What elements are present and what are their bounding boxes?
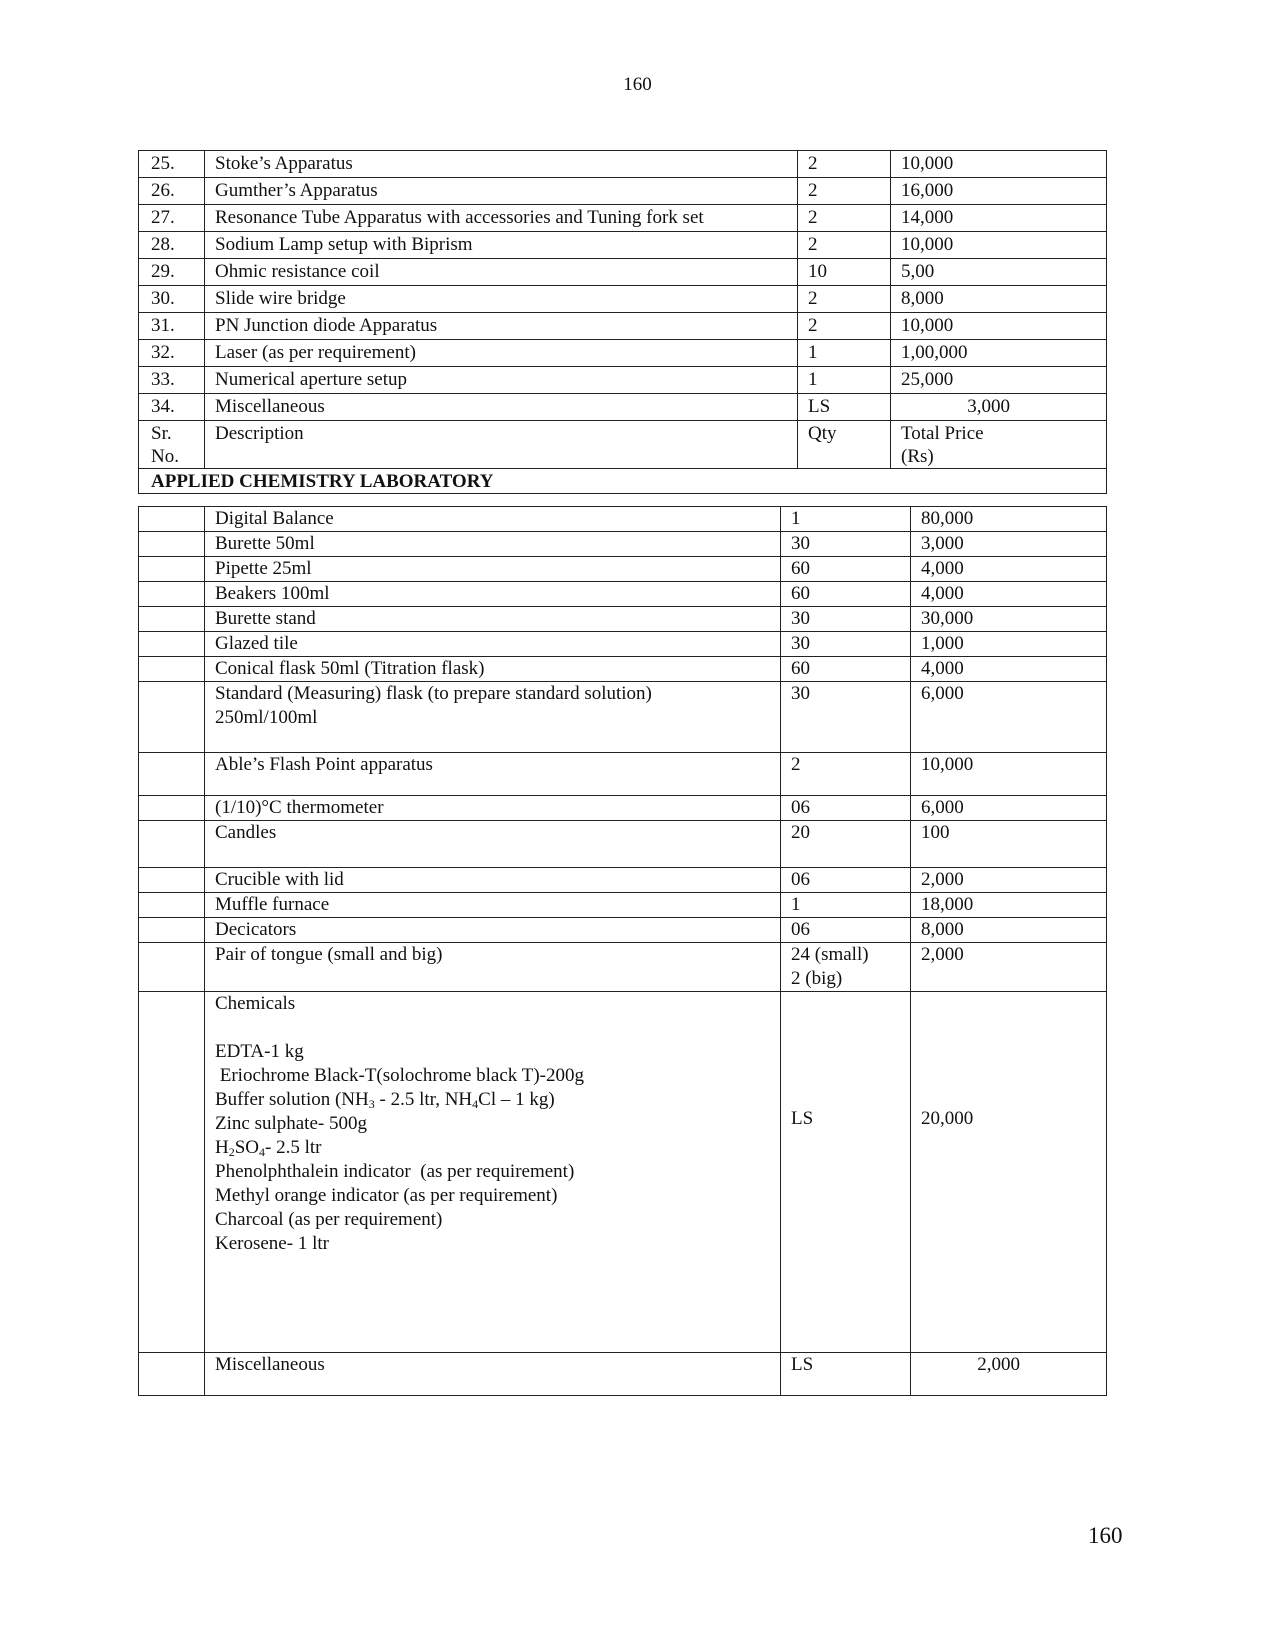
table-row: [139, 205, 1107, 232]
item-description: [205, 943, 781, 992]
serial-number: [139, 918, 205, 943]
item-quantity-text: 60: [791, 658, 810, 679]
physics-equipment-table: [138, 150, 1107, 494]
serial-number: 30.: [139, 286, 205, 313]
table-row: [139, 557, 1107, 582]
item-quantity: LS: [798, 394, 891, 421]
serial-number: [139, 796, 205, 821]
item-description: PN Junction diode Apparatus: [205, 313, 798, 340]
item-quantity: 2: [798, 178, 891, 205]
subscript: 4: [472, 1097, 479, 1111]
item-price: 10,000: [891, 232, 1107, 259]
table-row: [139, 532, 1107, 557]
serial-number: 27.: [139, 205, 205, 232]
item-description-text: Conical flask 50ml (Titration flask): [215, 658, 485, 679]
item-description-text: Pair of tongue (small and big): [215, 944, 443, 965]
serial-number: [139, 657, 205, 682]
item-description-text: Standard (Measuring) flask (to prepare standard solution): [215, 683, 652, 704]
table-row: [139, 151, 1107, 178]
item-description-text: Glazed tile: [215, 633, 298, 654]
item-quantity-text: 60: [791, 583, 810, 604]
item-description: Gumther’s Apparatus: [205, 178, 798, 205]
table-header-row: [139, 421, 1107, 469]
item-description-text: (1/10)°C thermometer: [215, 797, 384, 818]
chemicals-row: [139, 992, 1107, 1353]
table-row: [139, 868, 1107, 893]
serial-number: 32.: [139, 340, 205, 367]
item-quantity-text: 60: [791, 558, 810, 579]
item-price: 18,000: [911, 893, 1107, 918]
item-description-text: Burette 50ml: [215, 533, 315, 554]
item-price: 10,000: [911, 753, 1107, 796]
serial-number: [139, 532, 205, 557]
chemical-item: Zinc sulphate- 500g: [215, 1113, 367, 1134]
item-quantity: [781, 943, 911, 992]
table-row: [139, 394, 1107, 421]
serial-number: [139, 1353, 205, 1396]
item-quantity-text: 1: [791, 508, 801, 529]
table-row: [139, 657, 1107, 682]
item-quantity-text: 2 (big): [791, 968, 843, 989]
item-price: 80,000: [911, 507, 1107, 532]
table-row: [139, 582, 1107, 607]
item-price: 8,000: [911, 918, 1107, 943]
serial-number: [139, 992, 205, 1353]
chemical-item: [215, 1136, 774, 1160]
item-description: [205, 632, 781, 657]
item-price: 4,000: [911, 657, 1107, 682]
text: - 2.5 ltr: [265, 1137, 322, 1158]
serial-number: [139, 943, 205, 992]
serial-number: [139, 682, 205, 753]
item-price: 25,000: [891, 367, 1107, 394]
item-description-text: 250ml/100ml: [215, 707, 318, 728]
item-quantity: [781, 582, 911, 607]
table-row: [139, 313, 1107, 340]
table-row: [139, 286, 1107, 313]
text: - 2.5 ltr, NH: [374, 1089, 473, 1110]
item-description: [205, 582, 781, 607]
item-quantity: [781, 796, 911, 821]
item-price: 5,00: [891, 259, 1107, 286]
item-quantity-text: 30: [791, 633, 810, 654]
item-quantity: 2: [798, 286, 891, 313]
item-quantity-text: 30: [791, 683, 810, 704]
table-row: [139, 607, 1107, 632]
item-price: 2,000: [911, 943, 1107, 992]
header-qty: Qty: [798, 421, 891, 469]
subscript: 3: [368, 1097, 375, 1111]
table-row: [139, 753, 1107, 796]
item-price: 1,00,000: [891, 340, 1107, 367]
chemical-item: Phenolphthalein indicator (as per requirement): [215, 1161, 575, 1182]
item-price: 2,000: [911, 868, 1107, 893]
item-price: 16,000: [891, 178, 1107, 205]
item-description: Numerical aperture setup: [205, 367, 798, 394]
chemistry-equipment-table: [138, 506, 1107, 1396]
item-quantity: 2: [798, 205, 891, 232]
serial-number: [139, 893, 205, 918]
item-price: 6,000: [911, 682, 1107, 753]
item-quantity: 2: [798, 232, 891, 259]
item-description-text: Crucible with lid: [215, 869, 344, 890]
serial-number: [139, 607, 205, 632]
item-description-text: Able’s Flash Point apparatus: [215, 754, 433, 775]
item-price: 30,000: [911, 607, 1107, 632]
chemical-item: Eriochrome Black-T(solochrome black T)-200g: [215, 1065, 584, 1086]
table-row: [139, 682, 1107, 753]
item-description: [205, 557, 781, 582]
item-quantity-text: 06: [791, 797, 810, 818]
item-description: Ohmic resistance coil: [205, 259, 798, 286]
item-description-text: Burette stand: [215, 608, 316, 629]
item-price: 100: [911, 821, 1107, 868]
item-quantity-text: 06: [791, 919, 810, 940]
table-row: [139, 821, 1107, 868]
chemical-item: Charcoal (as per requirement): [215, 1209, 443, 1230]
item-quantity: [781, 532, 911, 557]
item-price: 14,000: [891, 205, 1107, 232]
serial-number: [139, 821, 205, 868]
table-row: [139, 918, 1107, 943]
item-quantity: [781, 682, 911, 753]
chemical-item: EDTA-1 kg: [215, 1041, 304, 1062]
item-quantity-text: 30: [791, 533, 810, 554]
table-row: [139, 507, 1107, 532]
header-sr-no: Sr. No.: [139, 421, 205, 469]
page-number-bottom: 160: [1088, 1523, 1123, 1548]
item-description: Resonance Tube Apparatus with accessories and Tuning fork set: [205, 205, 798, 232]
item-quantity: [781, 893, 911, 918]
header-description: Description: [205, 421, 798, 469]
item-quantity: [781, 657, 911, 682]
serial-number: 28.: [139, 232, 205, 259]
serial-number: 25.: [139, 151, 205, 178]
item-description: Stoke’s Apparatus: [205, 151, 798, 178]
item-description: [205, 821, 781, 868]
chemicals-list: [205, 992, 781, 1353]
item-description: [205, 893, 781, 918]
serial-number: 33.: [139, 367, 205, 394]
serial-number: 26.: [139, 178, 205, 205]
item-price: 4,000: [911, 557, 1107, 582]
table-row: [139, 796, 1107, 821]
item-quantity-text: 2: [791, 754, 801, 775]
section-title-row: [139, 469, 1107, 494]
serial-number: [139, 507, 205, 532]
subscript: 2: [228, 1145, 235, 1159]
item-price: 8,000: [891, 286, 1107, 313]
table-row: [139, 340, 1107, 367]
item-description: Miscellaneous: [205, 1353, 781, 1396]
serial-number: 34.: [139, 394, 205, 421]
item-quantity-text: 30: [791, 608, 810, 629]
item-description-text: Digital Balance: [215, 508, 334, 529]
item-quantity: 1: [798, 367, 891, 394]
item-quantity: [781, 821, 911, 868]
item-description: Miscellaneous: [205, 394, 798, 421]
chemical-item: Kerosene- 1 ltr: [215, 1233, 329, 1254]
table-row: [139, 367, 1107, 394]
serial-number: 29.: [139, 259, 205, 286]
chemicals-title: Chemicals: [215, 993, 296, 1014]
subscript: 4: [259, 1145, 266, 1159]
page-number-top: 160: [623, 74, 652, 95]
item-description-text: Muffle furnace: [215, 894, 330, 915]
text: SO: [234, 1137, 260, 1158]
table-row: [139, 632, 1107, 657]
chemical-item: Methyl orange indicator (as per requirement): [215, 1185, 558, 1206]
item-price: 3,000: [891, 394, 1107, 421]
text: Cl – 1 kg): [478, 1089, 555, 1110]
item-quantity: 2: [798, 151, 891, 178]
chemicals-quantity: LS: [781, 992, 911, 1353]
item-quantity: LS: [781, 1353, 911, 1396]
item-quantity: [781, 632, 911, 657]
item-description: Laser (as per requirement): [205, 340, 798, 367]
text: Buffer solution (NH: [215, 1089, 369, 1110]
serial-number: [139, 632, 205, 657]
serial-number: [139, 582, 205, 607]
item-price: 2,000: [911, 1353, 1107, 1396]
table-row: [139, 259, 1107, 286]
item-description-text: Decicators: [215, 919, 297, 940]
table-row: [139, 943, 1107, 992]
chemicals-price: 20,000: [911, 992, 1107, 1353]
item-quantity: [781, 753, 911, 796]
item-quantity: [781, 607, 911, 632]
item-description: [205, 657, 781, 682]
item-description: [205, 532, 781, 557]
chemical-item: [215, 1088, 774, 1112]
section-title: APPLIED CHEMISTRY LABORATORY: [139, 469, 1107, 494]
item-quantity-text: 20: [791, 822, 810, 843]
header-total-price: Total Price (Rs): [891, 421, 1107, 469]
table-row: [139, 178, 1107, 205]
serial-number: [139, 557, 205, 582]
item-quantity: 2: [798, 313, 891, 340]
item-price: 3,000: [911, 532, 1107, 557]
item-description-text: Pipette 25ml: [215, 558, 312, 579]
item-description: [205, 753, 781, 796]
item-quantity: [781, 557, 911, 582]
item-quantity-text: 1: [791, 894, 801, 915]
item-quantity-text: 06: [791, 869, 810, 890]
item-quantity: 1: [798, 340, 891, 367]
item-description-text: Candles: [215, 822, 277, 843]
item-description: [205, 868, 781, 893]
item-price: 6,000: [911, 796, 1107, 821]
item-price: 4,000: [911, 582, 1107, 607]
item-description: Slide wire bridge: [205, 286, 798, 313]
item-price: 10,000: [891, 151, 1107, 178]
item-description: [205, 796, 781, 821]
item-price: 1,000: [911, 632, 1107, 657]
item-quantity: 10: [798, 259, 891, 286]
item-price: 10,000: [891, 313, 1107, 340]
serial-number: [139, 753, 205, 796]
item-description: [205, 607, 781, 632]
item-description: Sodium Lamp setup with Biprism: [205, 232, 798, 259]
table-row: [139, 1353, 1107, 1396]
item-description: [205, 918, 781, 943]
table-row: [139, 893, 1107, 918]
item-description: [205, 507, 781, 532]
table-row: [139, 232, 1107, 259]
serial-number: 31.: [139, 313, 205, 340]
item-description: [205, 682, 781, 753]
text: H: [215, 1137, 229, 1158]
serial-number: [139, 868, 205, 893]
item-quantity-text: 24 (small): [791, 944, 869, 965]
item-quantity: [781, 918, 911, 943]
item-description-text: Beakers 100ml: [215, 583, 330, 604]
item-quantity: [781, 868, 911, 893]
item-quantity: [781, 507, 911, 532]
